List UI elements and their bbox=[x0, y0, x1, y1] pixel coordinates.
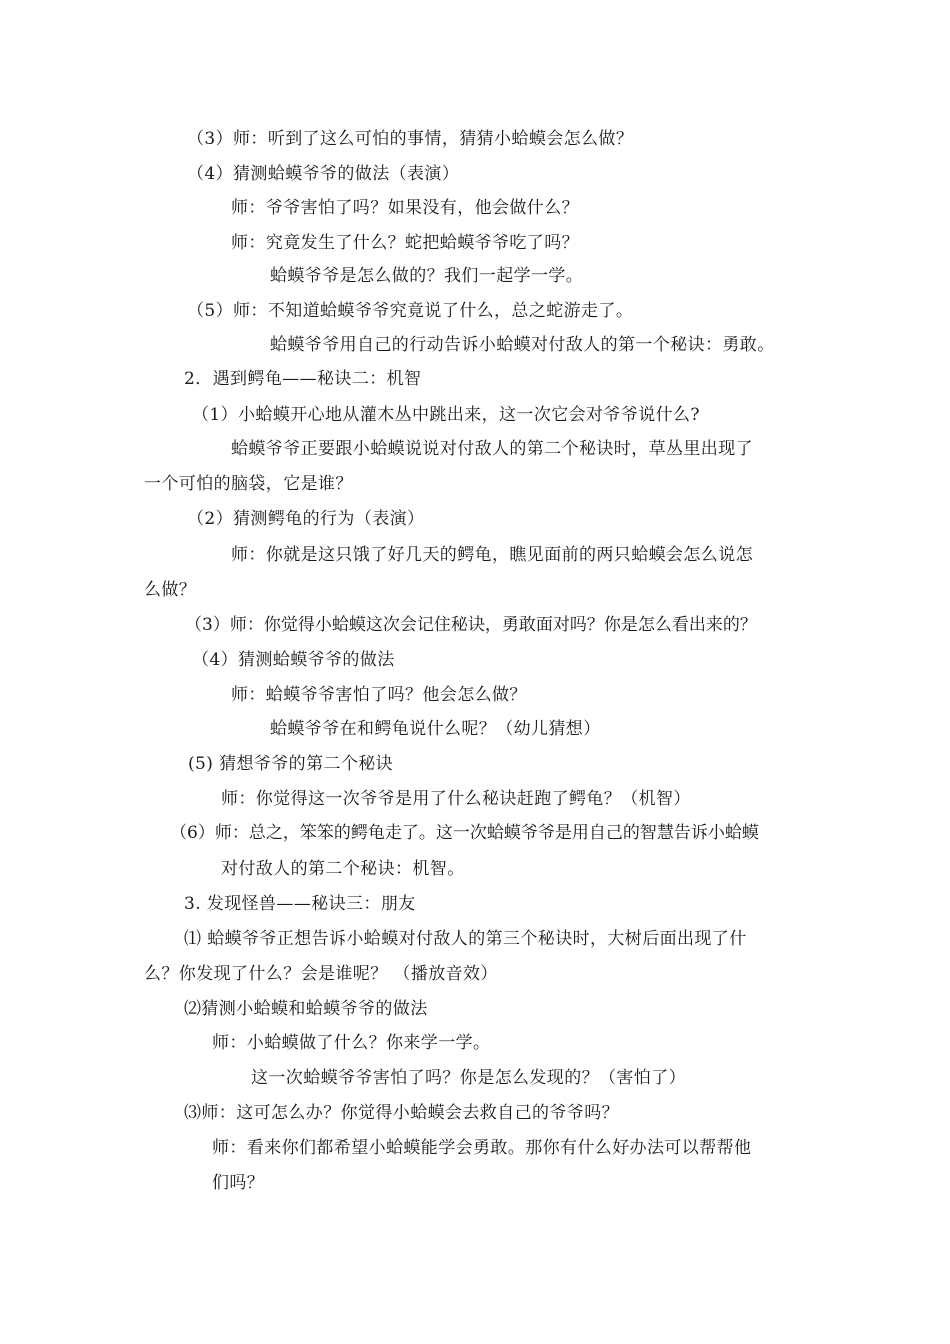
text-line: （1）小蛤蟆开心地从灌木丛中跳出来，这一次它会对爷爷说什么? bbox=[192, 405, 700, 425]
section-heading: 3. 发现怪兽——秘诀三：朋友 bbox=[184, 894, 416, 914]
text-line: (5) 猜想爷爷的第二个秘诀 bbox=[188, 754, 394, 774]
text-line: 蛤蟆爷爷在和鳄龟说什么呢？（幼儿猜想） bbox=[270, 719, 601, 739]
text-line: 么做？ bbox=[144, 580, 197, 600]
text-line: 师：看来你们都希望小蛤蟆能学会勇敢。那你有什么好办法可以帮帮他 bbox=[212, 1138, 752, 1158]
text-line: ⑴ 蛤蟆爷爷正想告诉小蛤蟆对付敌人的第三个秘诀时，大树后面出现了什 bbox=[184, 929, 747, 949]
text-line: ⑵猜测小蛤蟆和蛤蟆爷爷的做法 bbox=[184, 999, 428, 1019]
text-line: 蛤蟆爷爷用自己的行动告诉小蛤蟆对付敌人的第一个秘诀：勇敢。 bbox=[270, 335, 775, 355]
text-line: 们吗？ bbox=[212, 1173, 265, 1193]
text-line: 这一次蛤蟆爷爷害怕了吗？你是怎么发现的？（害怕了） bbox=[251, 1068, 686, 1088]
text-line: （2）猜测鳄龟的行为（表演） bbox=[187, 509, 425, 529]
text-line: 蛤蟆爷爷正要跟小蛤蟆说说对付敌人的第二个秘诀时，草丛里出现了 bbox=[231, 439, 753, 459]
text-line: 一个可怕的脑袋，它是谁？ bbox=[144, 474, 353, 494]
text-line: ⑶师：这可怎么办？你觉得小蛤蟆会去救自己的爷爷吗？ bbox=[184, 1103, 619, 1123]
text-line: （4）猜测蛤蟆爷爷的做法 bbox=[192, 650, 395, 670]
text-line: （5）师：不知道蛤蟆爷爷究竟说了什么，总之蛇游走了。 bbox=[187, 301, 634, 321]
text-line: （3）师：听到了这么可怕的事情，猜猜小蛤蟆会怎么做？ bbox=[187, 129, 634, 149]
text-line: 师：小蛤蟆做了什么？你来学一学。 bbox=[212, 1033, 491, 1053]
text-line: 师：爷爷害怕了吗？如果没有，他会做什么？ bbox=[231, 198, 579, 218]
text-line: 对付敌人的第二个秘诀：机智。 bbox=[221, 859, 465, 879]
text-line: 师：蛤蟆爷爷害怕了吗？他会怎么做？ bbox=[231, 685, 527, 705]
text-line: 师：你觉得这一次爷爷是用了什么秘诀赶跑了鳄龟？（机智） bbox=[221, 789, 691, 809]
text-line: 蛤蟆爷爷是怎么做的？我们一起学一学。 bbox=[270, 266, 584, 286]
text-line: （3）师：你觉得小蛤蟆这次会记住秘诀，勇敢面对吗？你是怎么看出来的？ bbox=[185, 615, 757, 635]
text-line: （6）师：总之，笨笨的鳄龟走了。这一次蛤蟆爷爷是用自己的智慧告诉小蛤蟆 bbox=[170, 823, 759, 843]
text-line: 么？你发现了什么？会是谁呢？ （播放音效） bbox=[144, 964, 498, 984]
text-line: 师：你就是这只饿了好几天的鳄龟，瞧见面前的两只蛤蟆会怎么说怎 bbox=[231, 545, 753, 565]
text-line: 师：究竟发生了什么？蛇把蛤蟆爷爷吃了吗？ bbox=[231, 233, 579, 253]
section-heading: 2．遇到鳄龟——秘诀二：机智 bbox=[184, 369, 422, 389]
text-line: （4）猜测蛤蟆爷爷的做法（表演） bbox=[187, 164, 460, 184]
